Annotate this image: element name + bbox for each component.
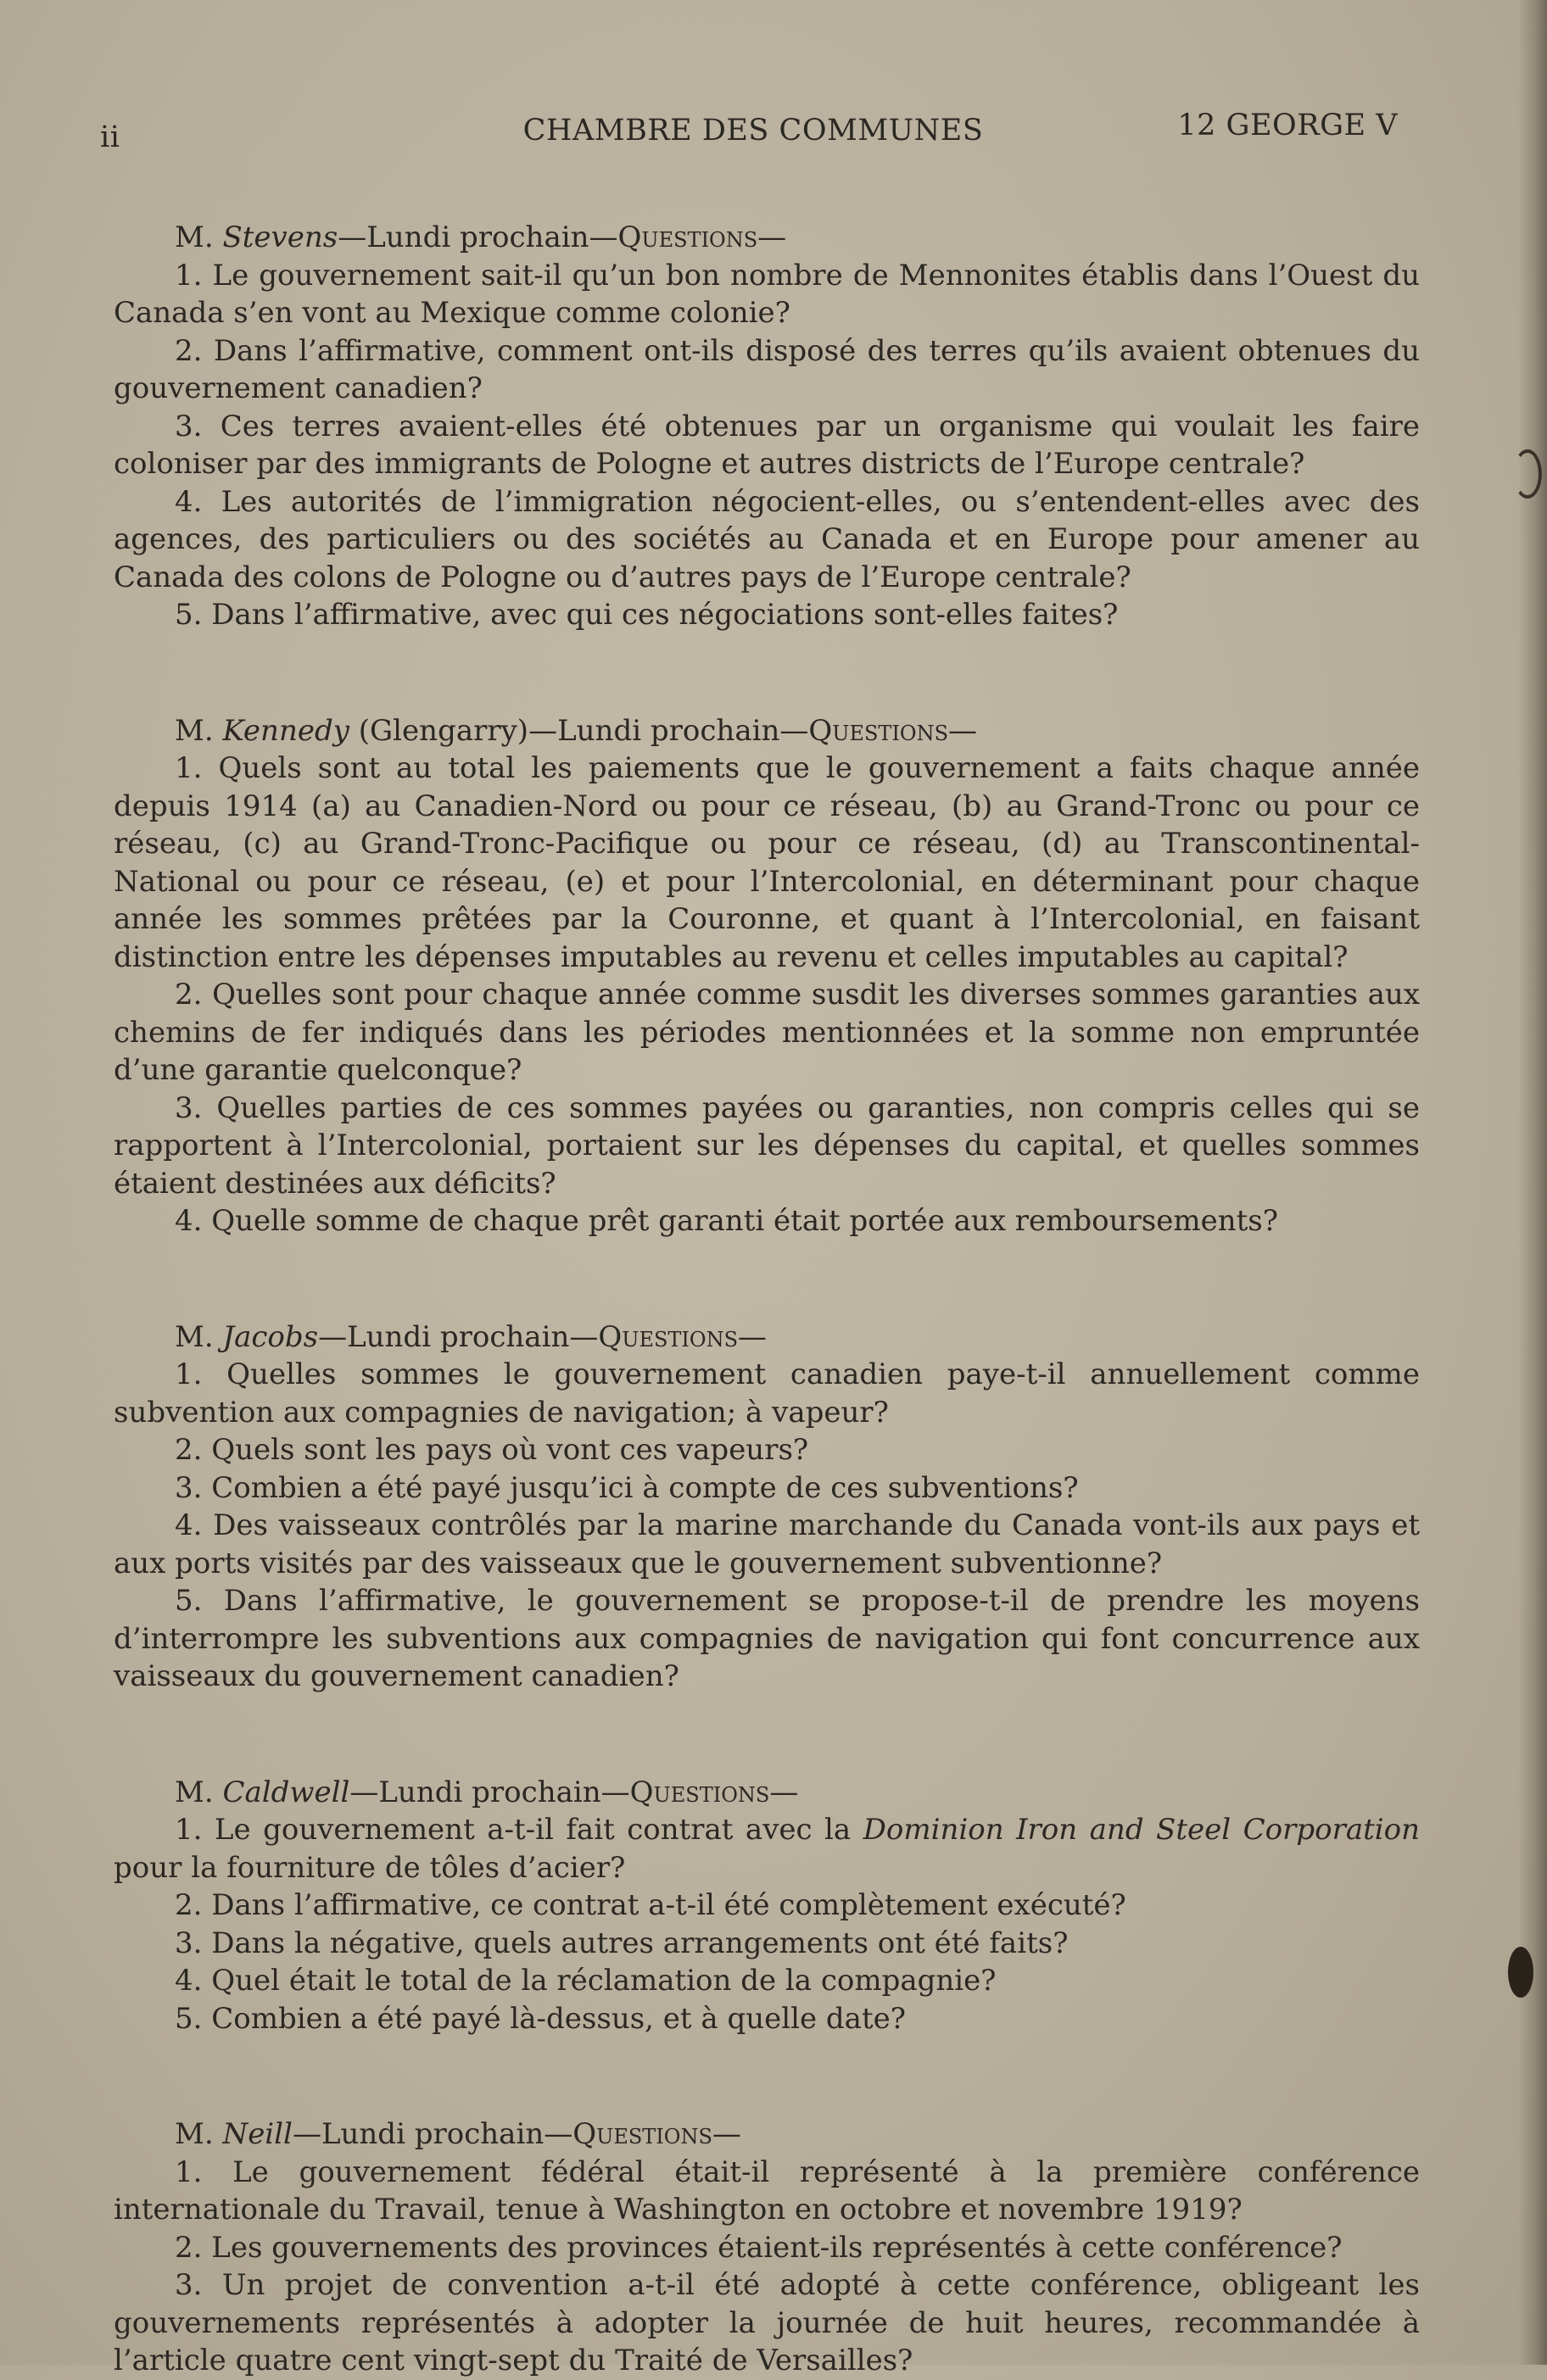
question-item: 1. Quels sont au total les paiements que le gouvernement a faits chaque année depuis 1914 (a) au Canadien-Nord ou pour ce réseau, (b) au Grand-Tronc ou pour ce réseau, (c) au Grand-Tronc-Pacifique ou pour ce réseau, (d) au Transcontinental-National ou pour ce réseau, (e) et pour l’Intercolonial, en déterminant pour chaque année les sommes prêtées par la Couronne, et quant à l’Intercolonial, en faisant distinction entre les dépenses imputables au revenu et celles imputables au capital? [114,751,1420,974]
question-item: 1. Le gouvernement fédéral était-il représenté à la première conférence internationale du Travail, tenue à Washington en octobre et novembre 1919? [114,2154,1420,2227]
member-name: Kennedy [222,713,349,748]
question-item: 1. Le gouvernement sait-il qu’un bon nombre de Mennonites établis dans l’Ouest du Canada s’en vont au Mexique comme colonie? [114,258,1420,330]
questions-label: Questions [617,220,758,254]
question-item: 1. Quelles sommes le gouvernement canadien paye-t-il annuellement comme subvention aux compagnies de navigation; à vapeur? [114,1357,1420,1430]
question-item: 5. Dans l’affirmative, avec qui ces négociations sont-elles faites? [175,598,1119,632]
question-item: 5. Dans l’affirmative, le gouvernement se propose-t-il de prendre les moyens d’interrompre les subventions aux compagnies de navigation qui font concurrence aux vaisseaux du gouvernement canadien? [114,1584,1420,1693]
member-name: Jacobs [222,1319,319,1354]
page-edge-shadow [1518,0,1547,2365]
question-item: 2. Quelles sont pour chaque année comme susdit les diverses sommes garanties aux chemins de fer indiqués dans les périodes mentionnées et la somme non empruntée d’une garantie quelconque? [114,978,1420,1087]
question-item: 1. Le gouvernement a-t-il fait contrat avec la Dominion Iron and Steel Corporation pour la fourniture de tôles d’acier? [114,1813,1420,1885]
question-item: 4. Quel était le total de la réclamation de la compagnie? [175,1964,997,1998]
section-heading: M. Stevens—Lundi prochain—Questions— [175,220,787,254]
binding-hole-mark [1513,449,1542,499]
question-item: 4. Quelle somme de chaque prêt garanti était portée aux remboursements? [175,1204,1278,1238]
question-item: 2. Quels sont les pays où vont ces vapeurs? [175,1433,809,1467]
question-item: 3. Dans la négative, quels autres arrangements ont été faits? [175,1926,1069,1960]
questions-label: Questions [629,1775,770,1809]
question-item: 3. Un projet de convention a-t-il été adopté à cette conférence, obligeant les gouvernements représentés à adopter la journée de huit heures, recommandée à l’article quatre cent vingt-sept du Traité de Versailles? [114,2268,1420,2377]
question-item: 3. Quelles parties de ces sommes payées ou garanties, non compris celles qui se rapportent à l’Intercolonial, portaient sur les dépenses du capital, et quelles sommes étaient destinées aux déficits? [114,1090,1420,1201]
question-section-caldwell [114,1774,1420,2038]
company-name: Dominion Iron and Steel Corporation [863,1813,1420,1847]
question-item: 4. Des vaisseaux contrôlés par la marine marchande du Canada vont-ils aux pays et aux ports visités par des vaisseaux que le gouvernement subventionne? [114,1508,1420,1580]
page-header [100,109,1398,159]
question-item: 3. Combien a été payé jusqu’ici à compte de ces subventions? [175,1470,1079,1505]
section-heading: M. Caldwell—Lundi prochain—Questions— [175,1775,799,1809]
questions-label: Questions [808,713,949,748]
section-heading: M. Jacobs—Lundi prochain—Questions— [175,1319,768,1354]
questions-label: Questions [598,1319,739,1354]
member-name: Neill [222,2117,293,2151]
member-name: Caldwell [222,1775,350,1809]
question-section-jacobs [114,1318,1420,1696]
section-heading: M. Neill—Lundi prochain—Questions— [175,2117,741,2151]
question-item: 4. Les autorités de l’immigration négocient-elles, ou s’entendent-elles avec des agences, des particuliers ou des sociétés au Canada et en Europe pour amener au Canada des colons de Pologne ou d’autres pays de l’Europe centrale? [114,484,1420,594]
member-name: Stevens [222,220,338,254]
question-section-stevens [114,219,1420,634]
header-title: CHAMBRE DES COMMUNES [522,114,984,148]
question-item: 2. Les gouvernements des provinces étaient-ils représentés à cette conférence? [175,2230,1343,2265]
question-section-kennedy [114,712,1420,1240]
page-number: ii [100,120,120,154]
question-item: 2. Dans l’affirmative, ce contrat a-t-il été complètement exécuté? [175,1888,1126,1922]
question-item: 2. Dans l’affirmative, comment ont-ils disposé des terres qu’ils avaient obtenues du gouvernement canadien? [114,333,1420,405]
binding-hole-mark [1508,1947,1533,1998]
question-item: 3. Ces terres avaient-elles été obtenues par un organisme qui voulait les faire coloniser par des immigrants de Pologne et autres districts de l’Europe centrale? [114,409,1420,481]
questions-label: Questions [572,2117,712,2151]
question-item: 5. Combien a été payé là-dessus, et à quelle date? [175,2001,906,2036]
questions-body [114,219,1420,2380]
header-reign: 12 GEORGE V [1177,109,1398,142]
question-section-neill [114,2115,1420,2380]
section-heading: M. Kennedy (Glengarry)—Lundi prochain—Questions— [175,713,978,748]
